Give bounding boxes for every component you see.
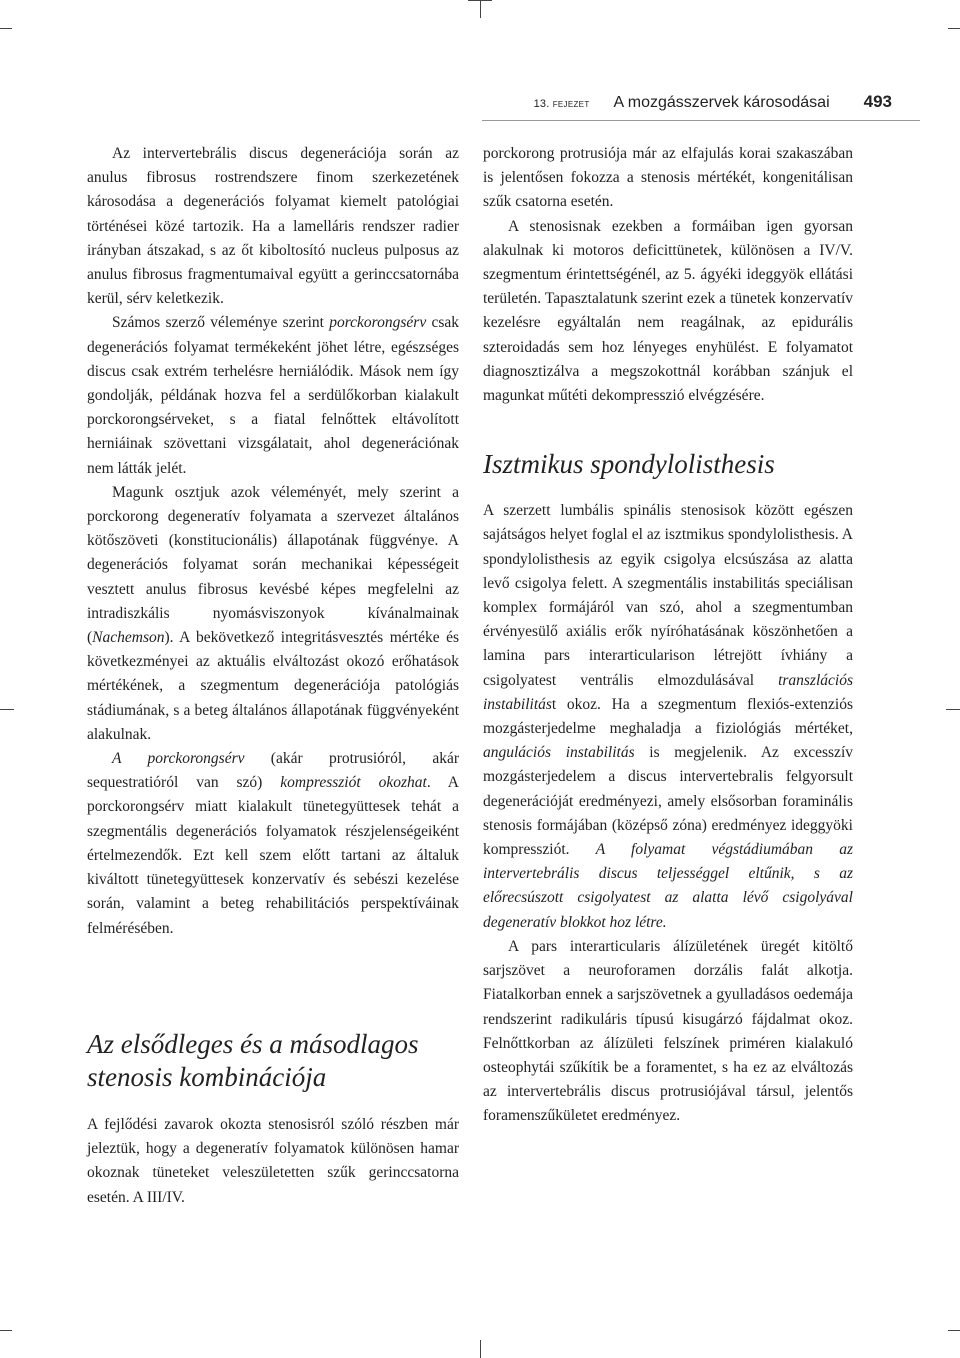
crop-mark-tr (948, 28, 960, 29)
text-run: is megjelenik. Az excesszív mozgásterjedelem a discus intervertebralis felgyorsult degenerációját eredményezi, amely elsősorban foraminális stenosis formájában (középső zóna) eredményez ideggyöki kompressziót. (483, 744, 853, 859)
crop-mark-tl (0, 28, 12, 29)
header-rule (482, 120, 920, 121)
running-header (533, 92, 892, 120)
text-run: A szerzett lumbális spinális stenosisok között egészen sajátságos helyet foglal el az isztmikus spondylolisthesis. A spondylolisthesis az egyik csigolya elcsúszása az alatta levő csigolya felett. A szegmentális instabilitás speciálisan komplex formájáról van szó, ahol a szegmentumban érvényesülő axiális erők nyíróhatásának köszönhetően a lamina pars interarticularison létrejött ívhiány a csigolyatest ventrális elmozdulásával (483, 502, 853, 689)
text-run: ). A bekövetkező integritásvesztés mértéke és következményei az aktuális elváltozást okozó erőhatások mértékének, a szegmentum degenerációja patológiás stádiumának, s a beteg általános állapotának függvényeként alakulnak. (87, 629, 459, 743)
paragraph: A fejlődési zavarok okozta stenosisról szóló részben már jeleztük, hogy a degeneratív folyamatok különösen hamar okoznak tüneteket veleszületetten szűk gerinccsatorna esetén. A III/IV. (87, 1116, 459, 1206)
paragraph: porckorong protrusiója már az elfajulás korai szakaszában is jelentősen fokozza a stenosis mértékét, kongenitálisan szűk csatorna esetén. (483, 145, 853, 211)
left-column (87, 142, 459, 941)
crop-mark-right (946, 709, 960, 710)
text-run: Magunk osztjuk azok véleményét, mely szerint a porckorong degeneratív folyamata a szervezet általános kötőszöveti (konstitucionális) állapotának függvénye. A degenerációs folyamat során mechanikai képességeit vesztett anulus fibrosus kevésbé képes megfelelni az intradiszkális nyomásviszonyok kívánalmainak ( (87, 483, 459, 647)
paragraph (87, 311, 459, 480)
crop-mark-left (0, 709, 14, 710)
text-run: Számos szerző véleménye szerint (112, 314, 330, 332)
emphasis: A porckorongsérv (112, 750, 245, 768)
emphasis: angulációs instabilitás (483, 744, 635, 762)
paragraph (87, 481, 459, 747)
chapter-title: A mozgásszervek károsodásai (613, 94, 830, 111)
crop-mark-bottom (480, 1340, 481, 1358)
page-number: 493 (863, 92, 892, 111)
paragraph (483, 499, 853, 935)
section-heading: Isztmikus spondylolisthesis (483, 449, 775, 480)
crop-mark-top-bar (468, 0, 492, 1)
left-column-lower (87, 1113, 459, 1210)
section-heading: Az elsődleges és a másodlagos stenosis kombinációja (87, 1029, 419, 1092)
emphasis: transzlációs instabilitás (483, 671, 853, 713)
paragraph: A pars interarticularis álízületének üregét kitöltő sarjszövet a neuroforamen dorzális falát alkotja. Fiatalkorban ennek a sarjszövetnek a gyulladásos oedemája rendszerint radikuláris típusú kisugárzó fájdalmat okoz. Felnőttkorban az álízületi felszínek priméren kialakuló osteophytái szűkítik be a foramentet, s ha ez az elváltozás az intervertebrális discus protrusiójával társul, jelentős foramenszűkületet eredményez. (483, 937, 853, 1125)
paragraph: A stenosisnak ezekben a formáiban igen gyorsan alakulnak ki motoros deficittünetek, különösen a IV/V. szegmentum érintettségénél, az 5. ágyéki ideggyök ellátási területén. Tapasztalatunk szerint ezek a tünetek konzervatív kezelésre egyáltalán nem reagálnak, az epidurális szteroidadás sem hoz lényeges enyhülést. E folyamatot diagnosztizálva a megszokottnál korábban szánjuk el magunkat műtéti dekompresszió elvégzésére. (483, 217, 853, 405)
paragraph (87, 747, 459, 941)
paragraph: Az intervertebrális discus degenerációja során az anulus fibrosus rostrendszere finom szerkezetének károsodása a degenerációs folyamat kiemelt patológiai történései közé tartozik. Ha a lamelláris rendszer radier irányban átszakad, s az őt kiboltosító nucleus pulposus az anulus fibrosus fragmentumaival együtt a gerinccsatornába kerül, sérv keletkezik. (87, 145, 459, 308)
emphasis: porckorongsérv (329, 314, 427, 332)
chapter-label (534, 98, 590, 110)
emphasis: Nachemson (92, 629, 165, 647)
text-run: . A porckorongsérv miatt kialakult tünetegyüttesek tehát a szegmentális degenerációs folyamatok részjelenségeiként értelmezendők. Ezt kell szem előtt tartani az általuk kiváltott tünetegyüttesek konzervatív és sebészi kezelése során, valamint a beteg rehabilitációs perspektíváinak felmérésében. (87, 774, 459, 937)
text-run: (akár protrusióról, akár sequestratióról van szó) (87, 750, 459, 792)
emphasis: kompressziót okozhat (280, 774, 427, 792)
emphasis: A folyamat végstádiumában az intervertebrális discus teljességgel eltűnik, s az előrecsúszott csigolyatest az alatta lévő csigolyával degeneratív blokkot hoz létre. (483, 841, 854, 931)
chapter-word: FEJEZET (552, 100, 590, 109)
crop-mark-top (480, 0, 481, 18)
chapter-number: 13. (533, 98, 550, 110)
text-run: t okoz. Ha a szegmentum flexiós-extenziós mozgásterjedelme meghaladja a fiziológiás mértéket, (483, 695, 853, 738)
crop-mark-br (948, 1330, 960, 1331)
right-column (483, 142, 853, 1129)
text-run: csak degenerációs folyamat termékeként jöhet létre, egészséges discus csak extrém terhelésre herniálódik. Mások nem így gondolják, példának hozva fel a serdülőkorban kialakult porckorongsérveket, s a fiatal felnőttek eltávolított herniáinak szövettani vizsgálatait, ahol degenerációnak nem látták jelét. (87, 314, 460, 477)
crop-mark-bl (0, 1330, 12, 1331)
